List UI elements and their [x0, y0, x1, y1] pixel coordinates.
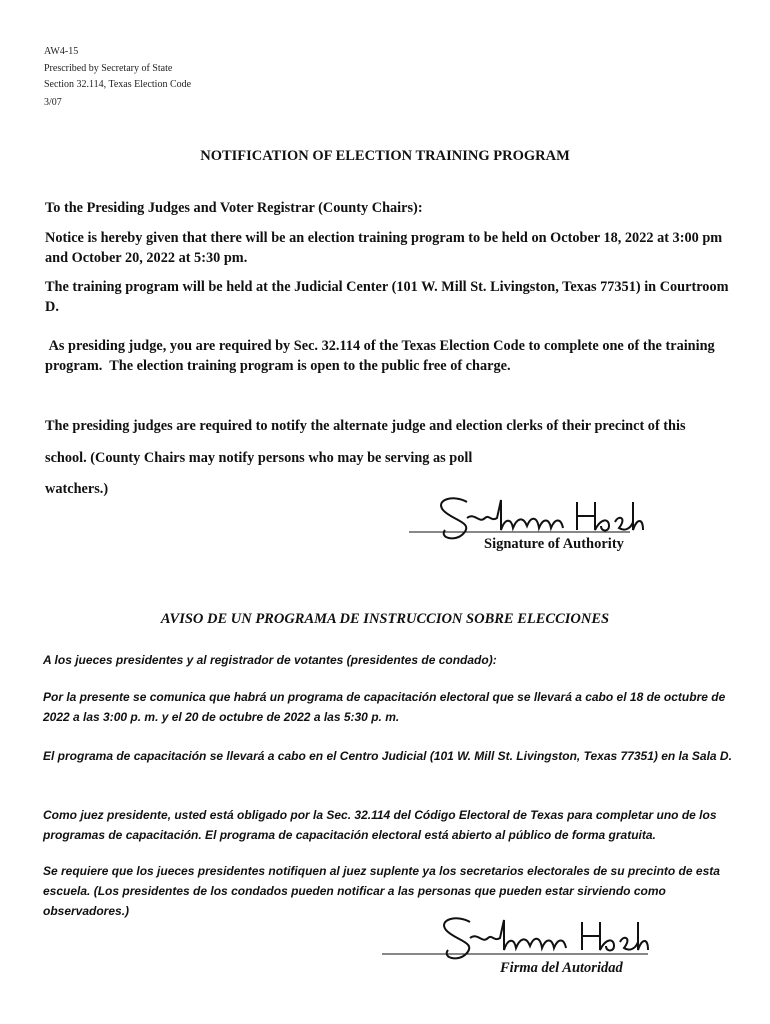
signature-label-spanish: Firma del Autoridad: [500, 960, 623, 976]
english-title: NOTIFICATION OF ELECTION TRAINING PROGRAM: [200, 148, 570, 164]
spanish-notice-paragraph: Por la presente se comunica que habrá un programa de capacitación electoral que se llevará a cabo el 18 de octubre de 2022 a las 3:00 p. m. y el 20 de octubre de 2022 a las 5:30 p. m.: [43, 690, 726, 724]
signature-label: Signature of Authority: [484, 536, 624, 552]
english-notify-line-1: The presiding judges are required to notify the alternate judge and election clerks of their precinct of this: [45, 418, 686, 434]
revision-date: 3/07: [44, 97, 62, 108]
english-requirement-paragraph: As presiding judge, you are required by Sec. 32.114 of the Texas Election Code to complete one of the training program. The election training program is open to the public free of charge.: [45, 338, 719, 374]
spanish-location-paragraph: El programa de capacitación se llevará a cabo en el Centro Judicial (101 W. Mill St. Livingston, Texas 77351) en la Sala D.: [43, 749, 732, 763]
spanish-notify-paragraph: Se requiere que los jueces presidentes notifiquen al juez suplente ya los secretarios electorales de su precinto de esta escuela. (Los presidentes de los condados pueden notificar a las personas que pueden estar sirviendo como observadores.): [43, 864, 720, 918]
spanish-salutation: A los jueces presidentes y al registrador de votantes (presidentes de condado):: [43, 653, 497, 667]
english-notify-line-2: school. (County Chairs may notify persons who may be serving as poll: [45, 450, 473, 466]
spanish-title: AVISO DE UN PROGRAMA DE INSTRUCCION SOBRE ELECCIONES: [160, 611, 610, 627]
code-section: Section 32.114, Texas Election Code: [44, 79, 192, 90]
english-location-paragraph: The training program will be held at the Judicial Center (101 W. Mill St. Livingston, Texas 77351) in Courtroom D.: [45, 279, 729, 315]
prescribed-by: Prescribed by Secretary of State: [44, 63, 173, 74]
english-notice-paragraph: Notice is hereby given that there will be an election training program to be held on October 18, 2022 at 3:00 pm and October 20, 2022 at 5:30 pm.: [45, 230, 723, 266]
english-notify-line-3: watchers.): [45, 481, 109, 497]
form-number: AW4-15: [44, 46, 79, 57]
english-salutation: To the Presiding Judges and Voter Registrar (County Chairs):: [45, 200, 423, 216]
spanish-requirement-paragraph: Como juez presidente, usted está obligado por la Sec. 32.114 del Código Electoral de Texas para completar uno de los programas de capacitación. El programa de capacitación electoral está abierto al público de forma gratuita.: [43, 808, 717, 842]
